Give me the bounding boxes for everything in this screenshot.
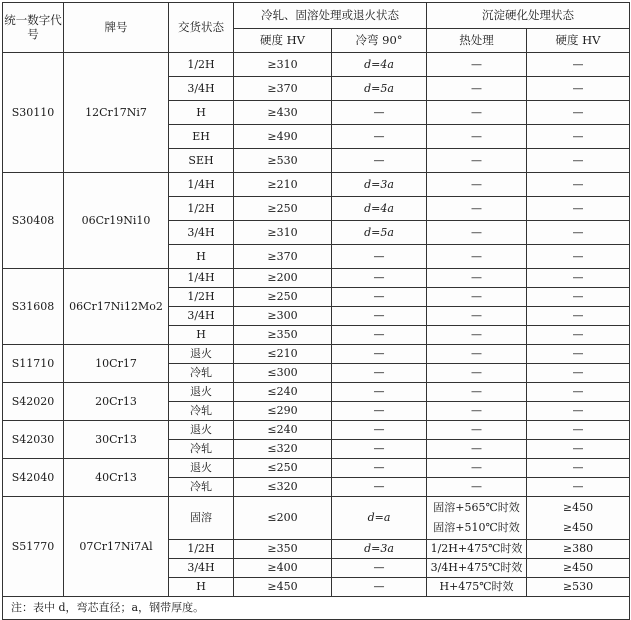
code-cell: S31608 (3, 269, 64, 345)
col-code-header: 统一数字代号 (3, 3, 64, 53)
bend-cell: — (332, 440, 427, 459)
hardness-spec-table (2, 2, 630, 620)
bend-cell: d=a (332, 497, 427, 540)
heat-treatment-cell: 1/2H+475℃时效 (427, 540, 527, 559)
aged-hardness-cell: — (527, 345, 630, 364)
bend-cell: — (332, 125, 427, 149)
aged-hardness-cell: — (527, 245, 630, 269)
bend-cell: d=3a (332, 540, 427, 559)
hardness-cell: ≥400 (234, 559, 332, 578)
sub-bend-header: 冷弯 90° (332, 29, 427, 53)
delivery-state-cell: 3/4H (169, 307, 234, 326)
aged-hardness-cell: ≥450 (527, 559, 630, 578)
heat-treatment-cell: — (427, 125, 527, 149)
delivery-state-cell: 退火 (169, 383, 234, 402)
heat-treatment-cell: — (427, 269, 527, 288)
heat-treatment-cell: — (427, 345, 527, 364)
grade-cell: 40Cr13 (64, 459, 169, 497)
table-row (3, 497, 630, 540)
aged-hardness-cell: — (527, 440, 630, 459)
aged-hardness-cell: — (527, 326, 630, 345)
sub-hardness2-header: 硬度 HV (527, 29, 630, 53)
delivery-state-cell: 固溶 (169, 497, 234, 540)
heat-treatment-cell: — (427, 478, 527, 497)
delivery-state-cell: 1/2H (169, 540, 234, 559)
aged-hardness-cell: — (527, 402, 630, 421)
aged-hardness-cell: — (527, 288, 630, 307)
bend-cell: — (332, 402, 427, 421)
table-row (3, 53, 630, 77)
bend-cell: — (332, 245, 427, 269)
hardness-cell: ≥530 (234, 149, 332, 173)
delivery-state-cell: 1/4H (169, 173, 234, 197)
heat-treatment-cell: 3/4H+475℃时效 (427, 559, 527, 578)
delivery-state-cell: 1/4H (169, 269, 234, 288)
grade-cell: 12Cr17Ni7 (64, 53, 169, 173)
delivery-state-cell: SEH (169, 149, 234, 173)
aged-hardness-cell: — (527, 197, 630, 221)
heat-treatment-cell: — (427, 364, 527, 383)
heat-treatment-cell: — (427, 288, 527, 307)
table-body (3, 53, 630, 620)
bend-cell: — (332, 559, 427, 578)
code-cell: S42040 (3, 459, 64, 497)
delivery-state-cell: 1/2H (169, 53, 234, 77)
table-row (3, 173, 630, 197)
table-row (3, 269, 630, 288)
heat-treatment-cell: — (427, 402, 527, 421)
heat-treatment-cell: — (427, 440, 527, 459)
bend-cell: d=4a (332, 53, 427, 77)
heat-treatment-cell: — (427, 77, 527, 101)
delivery-state-cell: 1/2H (169, 288, 234, 307)
delivery-state-cell: H (169, 245, 234, 269)
hardness-cell: ≥300 (234, 307, 332, 326)
bend-cell: — (332, 307, 427, 326)
hardness-cell: ≥250 (234, 197, 332, 221)
delivery-state-cell: H (169, 101, 234, 125)
table-header (3, 3, 630, 53)
grade-cell: 10Cr17 (64, 345, 169, 383)
aged-hardness-cell: — (527, 269, 630, 288)
bend-cell: — (332, 478, 427, 497)
table-row (3, 421, 630, 440)
table-footnote: 注：表中 d，弯芯直径；a，钢带厚度。 (3, 597, 630, 620)
hardness-cell: ≤320 (234, 440, 332, 459)
bend-cell: — (332, 345, 427, 364)
delivery-state-cell: H (169, 578, 234, 597)
aged-hardness-b: ≥450 (562, 521, 594, 534)
table-row (3, 345, 630, 364)
col-delivery-header: 交货状态 (169, 3, 234, 53)
delivery-state-cell: 冷轧 (169, 478, 234, 497)
delivery-state-cell: 冷轧 (169, 402, 234, 421)
heat-treatment-a: 固溶+565℃时效 (433, 501, 520, 514)
delivery-state-cell: 1/2H (169, 197, 234, 221)
hardness-cell: ≥200 (234, 269, 332, 288)
hardness-cell: ≥210 (234, 173, 332, 197)
aged-hardness-cell: — (527, 421, 630, 440)
aged-hardness-cell: — (527, 383, 630, 402)
hardness-cell: ≥370 (234, 77, 332, 101)
footnote-row (3, 597, 630, 620)
delivery-state-cell: 冷轧 (169, 364, 234, 383)
aged-hardness-cell: — (527, 173, 630, 197)
hardness-cell: ≤250 (234, 459, 332, 478)
hardness-cell: ≤320 (234, 478, 332, 497)
hardness-cell: ≥350 (234, 540, 332, 559)
grade-cell: 30Cr13 (64, 421, 169, 459)
delivery-state-cell: 退火 (169, 345, 234, 364)
aged-hardness-cell: ≥530 (527, 578, 630, 597)
code-cell: S30110 (3, 53, 64, 173)
heat-treatment-cell: — (427, 383, 527, 402)
hardness-cell: ≤210 (234, 345, 332, 364)
aged-hardness-cell: — (527, 77, 630, 101)
heat-treatment-cell: — (427, 245, 527, 269)
hardness-cell: ≥250 (234, 288, 332, 307)
bend-cell: d=4a (332, 197, 427, 221)
delivery-state-cell: 3/4H (169, 77, 234, 101)
aged-hardness-cell: ≥380 (527, 540, 630, 559)
bend-cell: — (332, 269, 427, 288)
grade-cell: 20Cr13 (64, 383, 169, 421)
heat-treatment-cell: — (427, 421, 527, 440)
aged-hardness-cell: — (527, 53, 630, 77)
aged-hardness-cell: — (527, 364, 630, 383)
delivery-state-cell: 3/4H (169, 221, 234, 245)
hardness-cell: ≥450 (234, 578, 332, 597)
sub-hardness-header: 硬度 HV (234, 29, 332, 53)
grade-cell: 06Cr19Ni10 (64, 173, 169, 269)
hardness-cell: ≥310 (234, 53, 332, 77)
code-cell: S51770 (3, 497, 64, 597)
delivery-state-cell: H (169, 326, 234, 345)
spec-document (2, 2, 629, 615)
aged-hardness-cell: — (527, 307, 630, 326)
heat-treatment-cell: — (427, 53, 527, 77)
hardness-cell: ≤300 (234, 364, 332, 383)
hardness-cell: ≤290 (234, 402, 332, 421)
bend-cell: — (332, 101, 427, 125)
aged-hardness-a: ≥450 (562, 501, 594, 514)
bend-cell: d=5a (332, 77, 427, 101)
table-row (3, 383, 630, 402)
hardness-cell: ≥430 (234, 101, 332, 125)
code-cell: S11710 (3, 345, 64, 383)
col-grade-header: 牌号 (64, 3, 169, 53)
bend-cell: — (332, 421, 427, 440)
aged-hardness-cell: — (527, 478, 630, 497)
code-cell: S42030 (3, 421, 64, 459)
hardness-cell: ≥350 (234, 326, 332, 345)
bend-cell: — (332, 383, 427, 402)
aged-hardness-cell: — (527, 459, 630, 478)
heat-treatment-cell: — (427, 173, 527, 197)
bend-cell: — (332, 326, 427, 345)
bend-cell: — (332, 578, 427, 597)
delivery-state-cell: EH (169, 125, 234, 149)
hardness-cell: ≥370 (234, 245, 332, 269)
bend-cell: — (332, 288, 427, 307)
bend-cell: — (332, 149, 427, 173)
aged-hardness-cell: — (527, 125, 630, 149)
grade-cell: 06Cr17Ni12Mo2 (64, 269, 169, 345)
delivery-state-cell: 3/4H (169, 559, 234, 578)
heat-treatment-cell: H+475℃时效 (427, 578, 527, 597)
heat-treatment-cell: — (427, 459, 527, 478)
delivery-state-cell: 冷轧 (169, 440, 234, 459)
delivery-state-cell: 退火 (169, 459, 234, 478)
bend-cell: d=3a (332, 173, 427, 197)
group-cold-header: 冷轧、固溶处理或退火状态 (234, 3, 427, 29)
bend-cell: — (332, 459, 427, 478)
aged-hardness-cell: — (527, 101, 630, 125)
heat-treatment-cell (427, 497, 527, 540)
delivery-state-cell: 退火 (169, 421, 234, 440)
code-cell: S30408 (3, 173, 64, 269)
heat-treatment-b: 固溶+510℃时效 (433, 521, 520, 534)
code-cell: S42020 (3, 383, 64, 421)
aged-hardness-cell: — (527, 149, 630, 173)
bend-cell: d=5a (332, 221, 427, 245)
hardness-cell: ≤200 (234, 497, 332, 540)
hardness-cell: ≥490 (234, 125, 332, 149)
aged-hardness-cell: — (527, 221, 630, 245)
aged-hardness-cell (527, 497, 630, 540)
heat-treatment-cell: — (427, 101, 527, 125)
heat-treatment-cell: — (427, 149, 527, 173)
heat-treatment-cell: — (427, 197, 527, 221)
sub-heat-header: 热处理 (427, 29, 527, 53)
hardness-cell: ≤240 (234, 421, 332, 440)
bend-cell: — (332, 364, 427, 383)
grade-cell: 07Cr17Ni7Al (64, 497, 169, 597)
heat-treatment-cell: — (427, 221, 527, 245)
table-row (3, 459, 630, 478)
heat-treatment-cell: — (427, 307, 527, 326)
hardness-cell: ≥310 (234, 221, 332, 245)
heat-treatment-cell: — (427, 326, 527, 345)
group-precip-header: 沉淀硬化处理状态 (427, 3, 630, 29)
hardness-cell: ≤240 (234, 383, 332, 402)
